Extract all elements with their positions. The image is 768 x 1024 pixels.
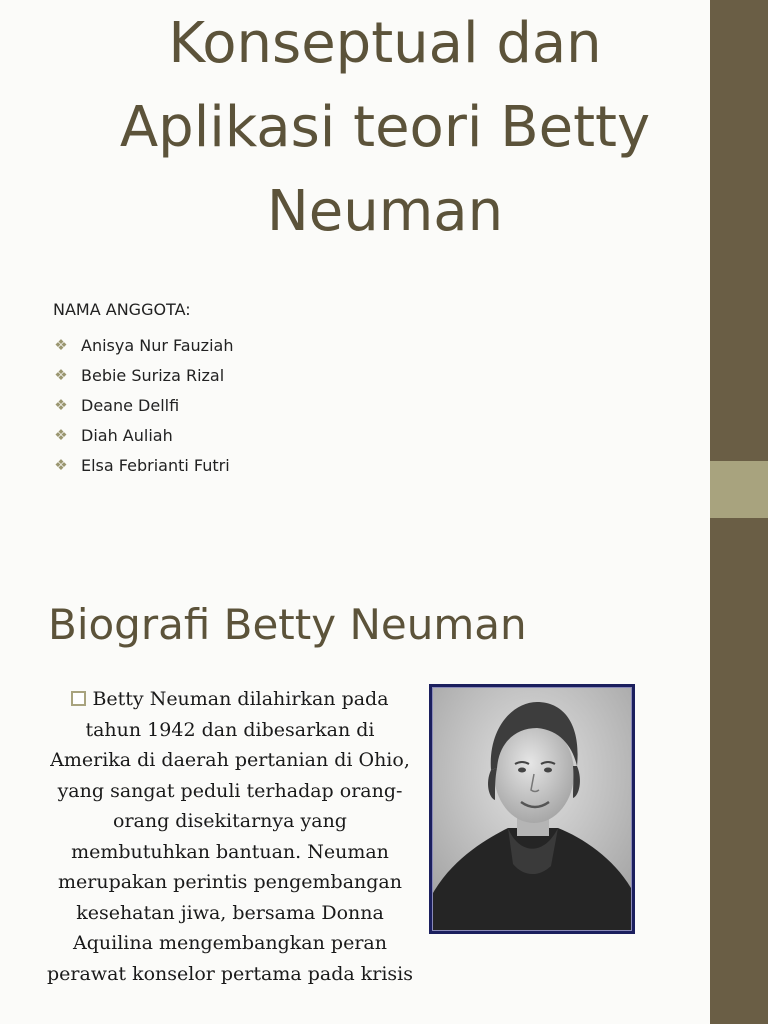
member-name: Anisya Nur Fauziah — [81, 335, 234, 355]
diamond-bullet-icon: ❖ — [54, 456, 68, 474]
biography-paragraph — [44, 684, 416, 989]
member-name: Elsa Febrianti Futri — [81, 455, 230, 475]
biography-slide — [0, 580, 710, 1024]
list-item — [53, 390, 233, 420]
biography-text: Betty Neuman dilahirkan pada tahun 1942 dan dibesarkan di Amerika di daerah pertanian di Ohio, yang sangat peduli terhadap orang-orang disekitarnya yang membutuhkan bantuan. Neuman merupakan perintis pengembangan kesehatan jiwa, bersama Donna Aquilina mengembangkan peran perawat konselor pertama pada krisis — [46, 688, 413, 985]
list-item — [53, 330, 233, 360]
side-accent-block — [710, 461, 768, 518]
member-name: Deane Dellfi — [81, 395, 180, 415]
portrait-photo-frame — [429, 684, 635, 934]
page-title: Konseptual dan Aplikasi teori Betty Neuman — [119, 11, 651, 244]
list-item — [53, 420, 233, 450]
section-title: Biografi Betty Neuman — [48, 600, 527, 649]
diamond-bullet-icon: ❖ — [54, 396, 68, 414]
member-name: Bebie Suriza Rizal — [81, 365, 225, 385]
list-item — [53, 450, 233, 480]
diamond-bullet-icon: ❖ — [54, 426, 68, 444]
diamond-bullet-icon: ❖ — [54, 366, 68, 384]
checkbox-bullet-icon — [71, 691, 86, 706]
portrait-photo — [432, 687, 632, 931]
diamond-bullet-icon: ❖ — [54, 336, 68, 354]
list-item — [53, 360, 233, 390]
member-name: Diah Auliah — [81, 425, 173, 445]
members-label: NAMA ANGGOTA: — [53, 300, 191, 319]
portrait-illustration — [433, 688, 631, 930]
members-list — [53, 330, 233, 480]
